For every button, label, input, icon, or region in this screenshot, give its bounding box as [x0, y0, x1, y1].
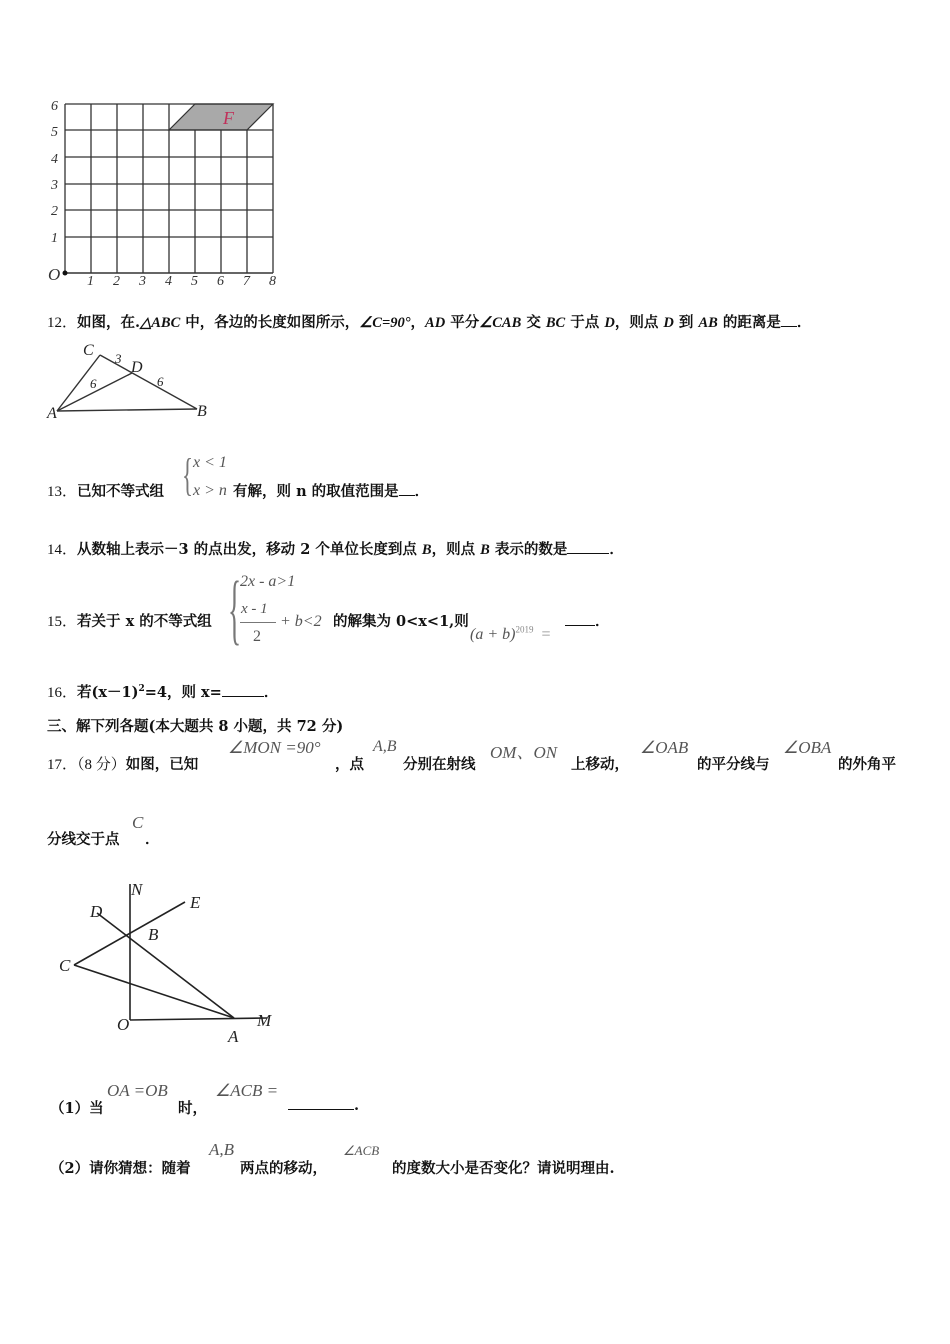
inequality-line-1: x < 1	[193, 454, 227, 471]
svg-text:M: M	[257, 1011, 272, 1030]
text: 已知不等式组	[77, 483, 165, 500]
text	[697, 753, 770, 774]
question-12	[47, 311, 811, 332]
math-angle-mon: ∠MON =90°	[228, 738, 321, 757]
question-number: 14．	[47, 542, 78, 558]
text: ．	[145, 831, 160, 848]
text	[838, 753, 896, 774]
parallelogram-f	[169, 104, 273, 130]
svg-text:C: C	[83, 342, 94, 359]
text: 的不等式组	[134, 613, 212, 630]
text: 若关于	[77, 613, 126, 630]
svg-text:4: 4	[165, 274, 172, 289]
q17-part1	[50, 1097, 104, 1118]
fraction-denominator: 2	[253, 628, 261, 645]
math: B	[480, 542, 490, 558]
angle-bisector-figure	[50, 870, 280, 1045]
text: 的解集为 0<x<1,则	[333, 613, 469, 630]
text: （1）当	[50, 1100, 104, 1117]
text: 时，	[178, 1100, 207, 1117]
svg-text:O: O	[48, 265, 61, 284]
coordinate-grid-figure	[40, 95, 290, 290]
answer-blank[interactable]	[288, 1109, 354, 1110]
question-15-tail	[333, 610, 469, 631]
svg-text:5: 5	[191, 274, 198, 289]
text: 分线交于点	[47, 831, 120, 848]
question-17-line2	[47, 828, 120, 849]
text: ．	[595, 613, 610, 630]
text: 若(x－1)	[77, 684, 139, 701]
grid-svg	[40, 95, 290, 290]
expression-15	[470, 624, 550, 644]
text: 的点出发，移动	[188, 541, 301, 558]
math: (a + b)	[470, 626, 516, 643]
text	[403, 753, 476, 774]
svg-text:3: 3	[139, 274, 146, 289]
text	[240, 1157, 327, 1178]
text: 中，各边的长度如图所示，	[180, 314, 360, 331]
math: AD	[425, 315, 446, 331]
text: ，则点	[614, 314, 664, 331]
svg-text:O: O	[117, 1015, 130, 1034]
shape-label-f: F	[223, 108, 234, 128]
svg-text:1: 1	[51, 231, 58, 246]
question-13	[47, 480, 164, 501]
question-number: 16．	[47, 685, 78, 701]
text: 两点的移动，	[240, 1160, 327, 1177]
text: 上移动，	[571, 756, 629, 773]
question-number: 17．	[47, 757, 78, 773]
text	[335, 753, 364, 774]
score: （8 分）	[77, 757, 126, 773]
text: 的距离是	[717, 314, 781, 331]
math-points-ab: A,B	[373, 738, 397, 755]
text: 表示的数是	[489, 541, 568, 558]
answer-15	[565, 610, 610, 631]
svg-text:6: 6	[217, 274, 224, 289]
fraction-numerator: x - 1	[241, 601, 268, 617]
text: 如图，已知	[125, 756, 199, 773]
svg-text:7: 7	[243, 274, 250, 289]
math-condition: OA =OB	[107, 1081, 168, 1100]
inequality-line-2-tail: + b<2	[280, 613, 322, 630]
equals: =	[541, 626, 551, 643]
svg-text:2: 2	[113, 274, 120, 289]
answer-blank[interactable]	[399, 495, 415, 496]
math: BC	[545, 315, 566, 331]
brace-icon: {	[182, 449, 194, 500]
triangle-figure	[45, 338, 215, 423]
text: ．	[609, 541, 624, 558]
text	[571, 753, 629, 774]
math: ∠CAB	[479, 315, 522, 331]
angle-figure-svg	[50, 870, 280, 1045]
inequality-line-2: x > n	[193, 482, 227, 499]
origin-dot	[63, 271, 68, 276]
svg-text:6: 6	[51, 99, 58, 114]
svg-text:D: D	[90, 902, 103, 921]
math: 2	[300, 541, 311, 558]
svg-text:4: 4	[51, 152, 58, 167]
svg-text:2: 2	[51, 204, 58, 219]
q17-part2	[50, 1157, 191, 1178]
math: x	[125, 613, 135, 630]
svg-text:C: C	[59, 956, 71, 975]
question-15	[47, 610, 212, 631]
svg-text:N: N	[131, 880, 143, 899]
text: ．	[414, 483, 430, 500]
svg-text:A: A	[228, 1027, 239, 1045]
svg-text:3: 3	[115, 351, 122, 366]
exponent: 2	[138, 684, 145, 695]
text: （2）请你猜想：随着	[50, 1160, 191, 1177]
answer-blank[interactable]	[781, 326, 797, 327]
question-14	[47, 538, 624, 559]
answer-blank[interactable]	[565, 625, 595, 626]
text: 于点	[565, 314, 605, 331]
inequality-system-15	[228, 565, 333, 654]
text: 交	[521, 314, 546, 331]
math: n	[296, 483, 307, 500]
text: 的外角平	[838, 756, 896, 773]
svg-text:B: B	[197, 403, 207, 420]
question-number: 12．	[47, 315, 78, 331]
question-13-tail	[233, 480, 429, 501]
math: －3	[164, 541, 189, 558]
question-17-line1	[47, 753, 198, 774]
inequality-line-1: 2x - a>1	[240, 573, 296, 590]
math-angle-acb: ∠ACB =	[215, 1081, 279, 1100]
svg-text:5: 5	[51, 125, 58, 140]
svg-text:1: 1	[87, 274, 94, 289]
text: 的平分线与	[697, 756, 770, 773]
answer-17-1	[288, 1097, 359, 1114]
math: B	[421, 542, 432, 558]
text: ，	[410, 314, 426, 331]
math: △ABC	[140, 315, 181, 331]
math-rays: OM、ON	[490, 743, 558, 762]
text: 从数轴上表示	[77, 541, 165, 558]
text: 的取值范围是	[306, 483, 399, 500]
math-points-ab: A,B	[209, 1140, 235, 1159]
math-angle-oab: ∠OAB	[640, 738, 689, 757]
brace-icon: {	[228, 565, 242, 652]
text: 平分	[445, 314, 480, 331]
text: .	[354, 1097, 360, 1114]
text	[392, 1157, 615, 1178]
text: ，则点	[431, 541, 481, 558]
section-heading: 三、解下列各题(本大题共 8 小题，共 72 分)	[47, 718, 344, 735]
svg-text:6: 6	[90, 376, 97, 391]
text: ，点	[335, 756, 364, 773]
question-number: 15．	[47, 614, 78, 630]
text: =4，则 x=	[144, 684, 222, 701]
svg-text:3: 3	[51, 178, 58, 193]
math-angle-oba: ∠OBA	[783, 738, 832, 757]
fraction-bar	[240, 622, 276, 623]
text	[145, 828, 160, 849]
math-angle-acb: ∠ACB	[343, 1143, 380, 1158]
text: ．	[796, 314, 812, 331]
svg-text:6: 6	[157, 374, 164, 389]
answer-blank[interactable]	[222, 696, 264, 697]
text: 到	[673, 314, 699, 331]
question-16	[47, 681, 278, 702]
triangle-svg	[45, 338, 215, 423]
math: ∠C=90°	[359, 315, 411, 331]
svg-text:E: E	[190, 893, 201, 912]
text: 分别在射线	[403, 756, 476, 773]
text: 有解，则	[233, 483, 297, 500]
text: ．	[263, 684, 279, 701]
text	[178, 1097, 207, 1118]
math-point-c: C	[132, 813, 144, 832]
text: 个单位长度到点	[310, 541, 422, 558]
answer-blank[interactable]	[567, 553, 609, 554]
math: AB	[698, 315, 718, 331]
svg-text:B: B	[148, 925, 159, 944]
text: 如图，在.	[77, 314, 141, 331]
svg-text:A: A	[47, 405, 57, 422]
exponent: 2019	[515, 624, 534, 635]
question-number: 13．	[47, 484, 78, 500]
svg-text:8: 8	[269, 274, 276, 289]
text: 的度数大小是否变化？请说明理由.	[392, 1160, 615, 1177]
math: D	[663, 315, 674, 331]
math: D	[604, 315, 615, 331]
svg-text:D: D	[131, 359, 143, 376]
